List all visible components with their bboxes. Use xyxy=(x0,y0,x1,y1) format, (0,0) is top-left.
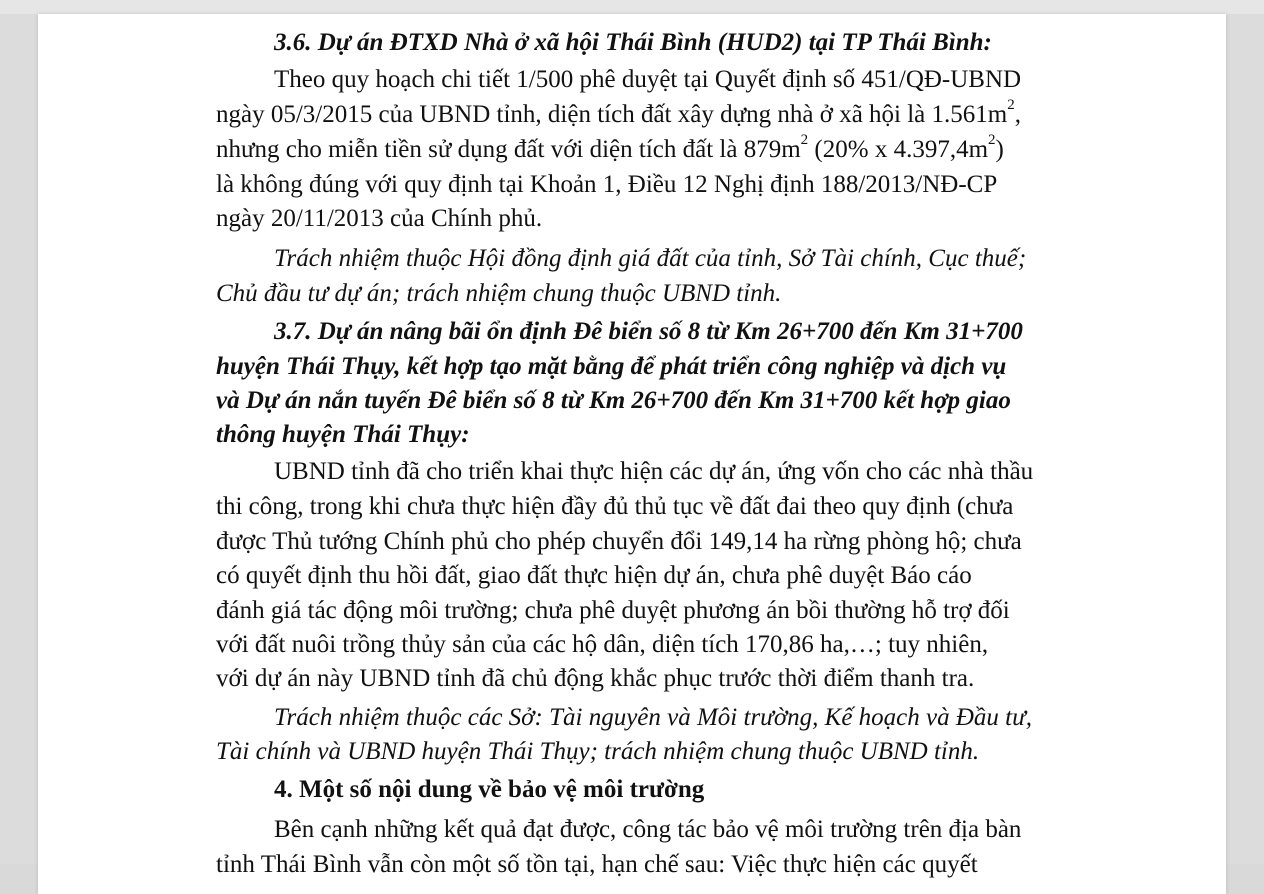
text-span: ngày 05/3/2015 của UBND tỉnh, diện tích đất xây dựng nhà ở xã hội là 1.561m xyxy=(216,101,1008,128)
viewer-top-strip xyxy=(0,0,1264,14)
superscript: 2 xyxy=(988,132,996,148)
section-3-7-heading: 3.7. Dự án nâng bãi ổn định Đê biển số 8 từ Km 26+700 đến Km 31+700 xyxy=(274,318,1023,345)
section-4-heading: 4. Một số nội dung về bảo vệ môi trường xyxy=(274,776,705,803)
superscript: 2 xyxy=(800,132,809,148)
paragraph-line: có quyết định thu hồi đất, giao đất thực hiện dự án, chưa phê duyệt Báo cáo xyxy=(216,562,972,589)
text-span: (20% x 4.397,4m xyxy=(808,136,989,163)
paragraph-line: UBND tỉnh đã cho triển khai thực hiện các dự án, ứng vốn cho các nhà thầu xyxy=(274,458,1034,485)
text-span: nhưng cho miễn tiền sử dụng đất với diện tích đất là 879m xyxy=(216,136,801,163)
responsibility-line: Trách nhiệm thuộc các Sở: Tài nguyên và Môi trường, Kế hoạch và Đầu tư, xyxy=(274,704,1033,731)
section-3-7-heading: thông huyện Thái Thụy: xyxy=(216,421,470,448)
text-span: , xyxy=(1014,101,1021,128)
paragraph-line: Theo quy hoạch chi tiết 1/500 phê duyệt tại Quyết định số 451/QĐ-UBND xyxy=(274,66,1022,93)
paragraph-line: với đất nuôi trồng thủy sản của các hộ dân, diện tích 170,86 ha,…; tuy nhiên, xyxy=(216,631,989,658)
section-3-7-heading: và Dự án nắn tuyến Đê biển số 8 từ Km 26+700 đến Km 31+700 kết hợp giao xyxy=(216,387,1011,414)
responsibility-line: Tài chính và UBND huyện Thái Thụy; trách nhiệm chung thuộc UBND tỉnh. xyxy=(216,738,980,765)
responsibility-line: Chủ đầu tư dự án; trách nhiệm chung thuộc UBND tỉnh. xyxy=(216,280,782,307)
paragraph-line: được Thủ tướng Chính phủ cho phép chuyển đổi 149,14 ha rừng phòng hộ; chưa xyxy=(216,528,1022,555)
paragraph-line xyxy=(216,132,1004,164)
text-span: ) xyxy=(995,136,1004,163)
paragraph-line: tỉnh Thái Bình vẫn còn một số tồn tại, hạn chế sau: Việc thực hiện các quyết xyxy=(216,851,978,878)
paragraph-line: đánh giá tác động môi trường; chưa phê duyệt phương án bồi thường hỗ trợ đối xyxy=(216,597,1010,624)
paragraph-line: là không đúng với quy định tại Khoản 1, Điều 12 Nghị định 188/2013/NĐ-CP xyxy=(216,171,998,198)
paragraph-line: thi công, trong khi chưa thực hiện đầy đủ thủ tục về đất đai theo quy định (chưa xyxy=(216,493,1014,520)
responsibility-line: Trách nhiệm thuộc Hội đồng định giá đất của tỉnh, Sở Tài chính, Cục thuế; xyxy=(274,245,1027,272)
paragraph-line xyxy=(216,97,1021,129)
paragraph-line: Bên cạnh những kết quả đạt được, công tác bảo vệ môi trường trên địa bàn xyxy=(274,816,1022,843)
paragraph-line: với dự án này UBND tỉnh đã chủ động khắc phục trước thời điểm thanh tra. xyxy=(216,665,975,692)
section-3-7-heading: huyện Thái Thụy, kết hợp tạo mặt bằng để phát triển công nghiệp và dịch vụ xyxy=(216,353,1007,380)
section-3-6-heading: 3.6. Dự án ĐTXD Nhà ở xã hội Thái Bình (HUD2) tại TP Thái Bình: xyxy=(274,29,992,56)
paragraph-line: ngày 20/11/2013 của Chính phủ. xyxy=(216,205,543,232)
superscript: 2 xyxy=(1007,97,1015,113)
